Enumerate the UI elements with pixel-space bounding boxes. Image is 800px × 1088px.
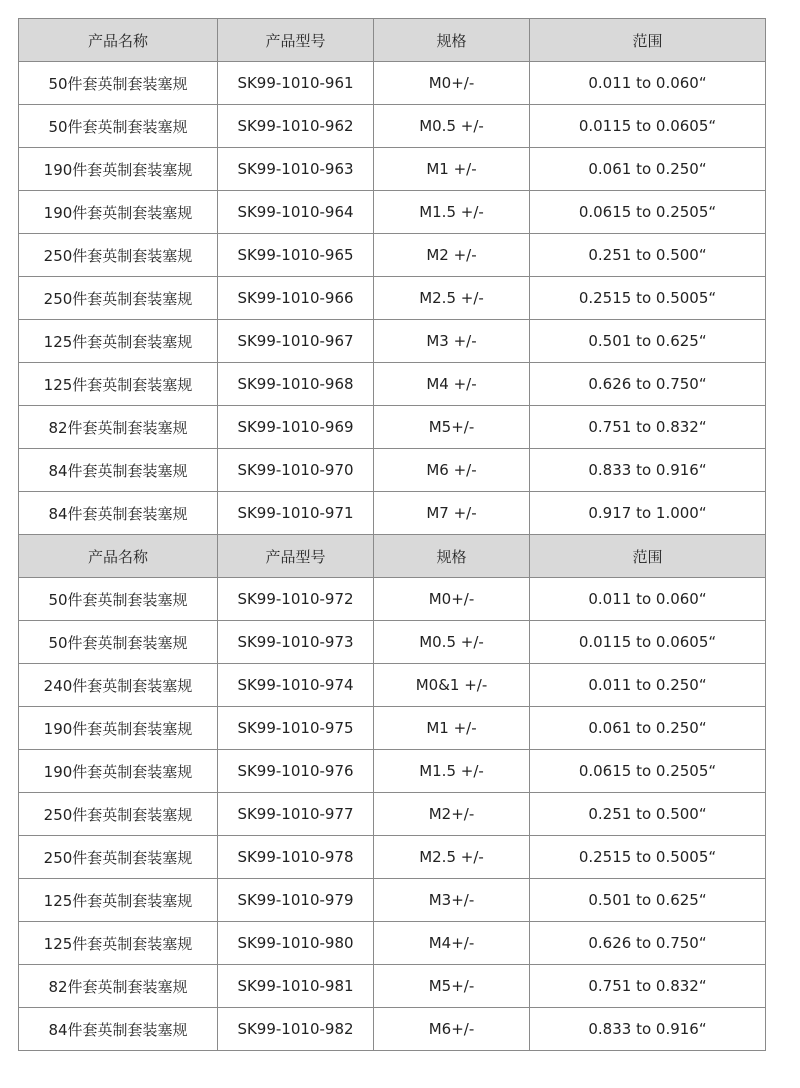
cell-range: 0.0615 to 0.2505“: [530, 191, 766, 234]
cell-range: 0.501 to 0.625“: [530, 320, 766, 363]
table-row: [19, 234, 766, 277]
cell-product-model: SK99-1010-972: [218, 578, 374, 621]
cell-product-model: SK99-1010-978: [218, 836, 374, 879]
table-row: [19, 750, 766, 793]
table-row: [19, 148, 766, 191]
cell-product-model: SK99-1010-970: [218, 449, 374, 492]
cell-spec: M1.5 +/-: [374, 191, 530, 234]
cell-spec: M2.5 +/-: [374, 836, 530, 879]
cell-range: 0.2515 to 0.5005“: [530, 277, 766, 320]
cell-product-name: 240件套英制套装塞规: [19, 664, 218, 707]
cell-product-name: 84件套英制套装塞规: [19, 492, 218, 535]
cell-spec: M1 +/-: [374, 148, 530, 191]
cell-product-model: SK99-1010-980: [218, 922, 374, 965]
cell-range: 0.0615 to 0.2505“: [530, 750, 766, 793]
cell-range: 0.2515 to 0.5005“: [530, 836, 766, 879]
cell-range: 0.011 to 0.060“: [530, 62, 766, 105]
cell-product-name: 250件套英制套装塞规: [19, 836, 218, 879]
table-row: [19, 62, 766, 105]
cell-product-model: SK99-1010-971: [218, 492, 374, 535]
cell-range: 0.251 to 0.500“: [530, 234, 766, 277]
table-row: [19, 664, 766, 707]
cell-product-model: SK99-1010-966: [218, 277, 374, 320]
cell-product-model: SK99-1010-974: [218, 664, 374, 707]
cell-product-name: 82件套英制套装塞规: [19, 965, 218, 1008]
cell-product-name: 125件套英制套装塞规: [19, 879, 218, 922]
table-row: [19, 707, 766, 750]
cell-product-name: 125件套英制套装塞规: [19, 922, 218, 965]
cell-range: 0.751 to 0.832“: [530, 965, 766, 1008]
cell-range: 0.0115 to 0.0605“: [530, 621, 766, 664]
cell-range: 0.061 to 0.250“: [530, 148, 766, 191]
table-row: [19, 191, 766, 234]
table-row: [19, 922, 766, 965]
cell-product-name: 250件套英制套装塞规: [19, 234, 218, 277]
table-row: [19, 277, 766, 320]
cell-product-name: 190件套英制套装塞规: [19, 148, 218, 191]
table-row: [19, 965, 766, 1008]
cell-range: 0.011 to 0.060“: [530, 578, 766, 621]
cell-product-model: SK99-1010-981: [218, 965, 374, 1008]
table-body: [19, 19, 766, 1051]
cell-spec: M1.5 +/-: [374, 750, 530, 793]
cell-spec: M6+/-: [374, 1008, 530, 1051]
cell-range: 0.061 to 0.250“: [530, 707, 766, 750]
gauge-spec-table: [18, 18, 766, 1051]
cell-product-name: 250件套英制套装塞规: [19, 793, 218, 836]
cell-product-model: SK99-1010-961: [218, 62, 374, 105]
cell-product-name: 190件套英制套装塞规: [19, 707, 218, 750]
cell-spec: M3 +/-: [374, 320, 530, 363]
cell-spec: M0&1 +/-: [374, 664, 530, 707]
cell-product-name: 84件套英制套装塞规: [19, 1008, 218, 1051]
table-header-row: [19, 19, 766, 62]
cell-range: 0.251 to 0.500“: [530, 793, 766, 836]
cell-product-model: SK99-1010-982: [218, 1008, 374, 1051]
table-row: [19, 793, 766, 836]
cell-product-name: 50件套英制套装塞规: [19, 105, 218, 148]
cell-range: 0.917 to 1.000“: [530, 492, 766, 535]
cell-product-name: 190件套英制套装塞规: [19, 191, 218, 234]
cell-product-name: 50件套英制套装塞规: [19, 578, 218, 621]
cell-product-name: 84件套英制套装塞规: [19, 449, 218, 492]
cell-range: 0.833 to 0.916“: [530, 449, 766, 492]
table-row: [19, 621, 766, 664]
table-row: [19, 492, 766, 535]
cell-spec: M2.5 +/-: [374, 277, 530, 320]
table-row: [19, 879, 766, 922]
table-header-row: [19, 535, 766, 578]
cell-product-name: 50件套英制套装塞规: [19, 62, 218, 105]
table-row: [19, 578, 766, 621]
cell-range: 0.0115 to 0.0605“: [530, 105, 766, 148]
cell-range: 0.626 to 0.750“: [530, 363, 766, 406]
table-row: [19, 836, 766, 879]
cell-spec: M5+/-: [374, 406, 530, 449]
cell-spec: M4+/-: [374, 922, 530, 965]
cell-product-name: 82件套英制套装塞规: [19, 406, 218, 449]
cell-product-model: SK99-1010-976: [218, 750, 374, 793]
cell-spec: M0+/-: [374, 62, 530, 105]
table-row: [19, 449, 766, 492]
header-range: 范围: [530, 19, 766, 62]
cell-product-name: 125件套英制套装塞规: [19, 363, 218, 406]
cell-range: 0.501 to 0.625“: [530, 879, 766, 922]
cell-spec: M6 +/-: [374, 449, 530, 492]
cell-product-model: SK99-1010-967: [218, 320, 374, 363]
header-product-model: 产品型号: [218, 19, 374, 62]
cell-spec: M5+/-: [374, 965, 530, 1008]
cell-product-model: SK99-1010-979: [218, 879, 374, 922]
cell-product-model: SK99-1010-969: [218, 406, 374, 449]
cell-product-name: 250件套英制套装塞规: [19, 277, 218, 320]
cell-spec: M0.5 +/-: [374, 621, 530, 664]
cell-product-model: SK99-1010-968: [218, 363, 374, 406]
cell-product-model: SK99-1010-975: [218, 707, 374, 750]
cell-spec: M3+/-: [374, 879, 530, 922]
cell-product-model: SK99-1010-977: [218, 793, 374, 836]
header-product-model: 产品型号: [218, 535, 374, 578]
header-range: 范围: [530, 535, 766, 578]
table-row: [19, 363, 766, 406]
table-row: [19, 406, 766, 449]
header-spec: 规格: [374, 19, 530, 62]
cell-range: 0.011 to 0.250“: [530, 664, 766, 707]
cell-spec: M4 +/-: [374, 363, 530, 406]
table-row: [19, 1008, 766, 1051]
header-spec: 规格: [374, 535, 530, 578]
header-product-name: 产品名称: [19, 19, 218, 62]
cell-product-name: 125件套英制套装塞规: [19, 320, 218, 363]
cell-product-name: 50件套英制套装塞规: [19, 621, 218, 664]
cell-spec: M2 +/-: [374, 234, 530, 277]
cell-product-model: SK99-1010-964: [218, 191, 374, 234]
cell-range: 0.751 to 0.832“: [530, 406, 766, 449]
cell-spec: M0.5 +/-: [374, 105, 530, 148]
cell-product-name: 190件套英制套装塞规: [19, 750, 218, 793]
header-product-name: 产品名称: [19, 535, 218, 578]
table-row: [19, 320, 766, 363]
cell-spec: M0+/-: [374, 578, 530, 621]
cell-spec: M1 +/-: [374, 707, 530, 750]
table-row: [19, 105, 766, 148]
cell-product-model: SK99-1010-962: [218, 105, 374, 148]
cell-product-model: SK99-1010-973: [218, 621, 374, 664]
cell-product-model: SK99-1010-963: [218, 148, 374, 191]
cell-product-model: SK99-1010-965: [218, 234, 374, 277]
cell-spec: M2+/-: [374, 793, 530, 836]
cell-spec: M7 +/-: [374, 492, 530, 535]
cell-range: 0.626 to 0.750“: [530, 922, 766, 965]
cell-range: 0.833 to 0.916“: [530, 1008, 766, 1051]
